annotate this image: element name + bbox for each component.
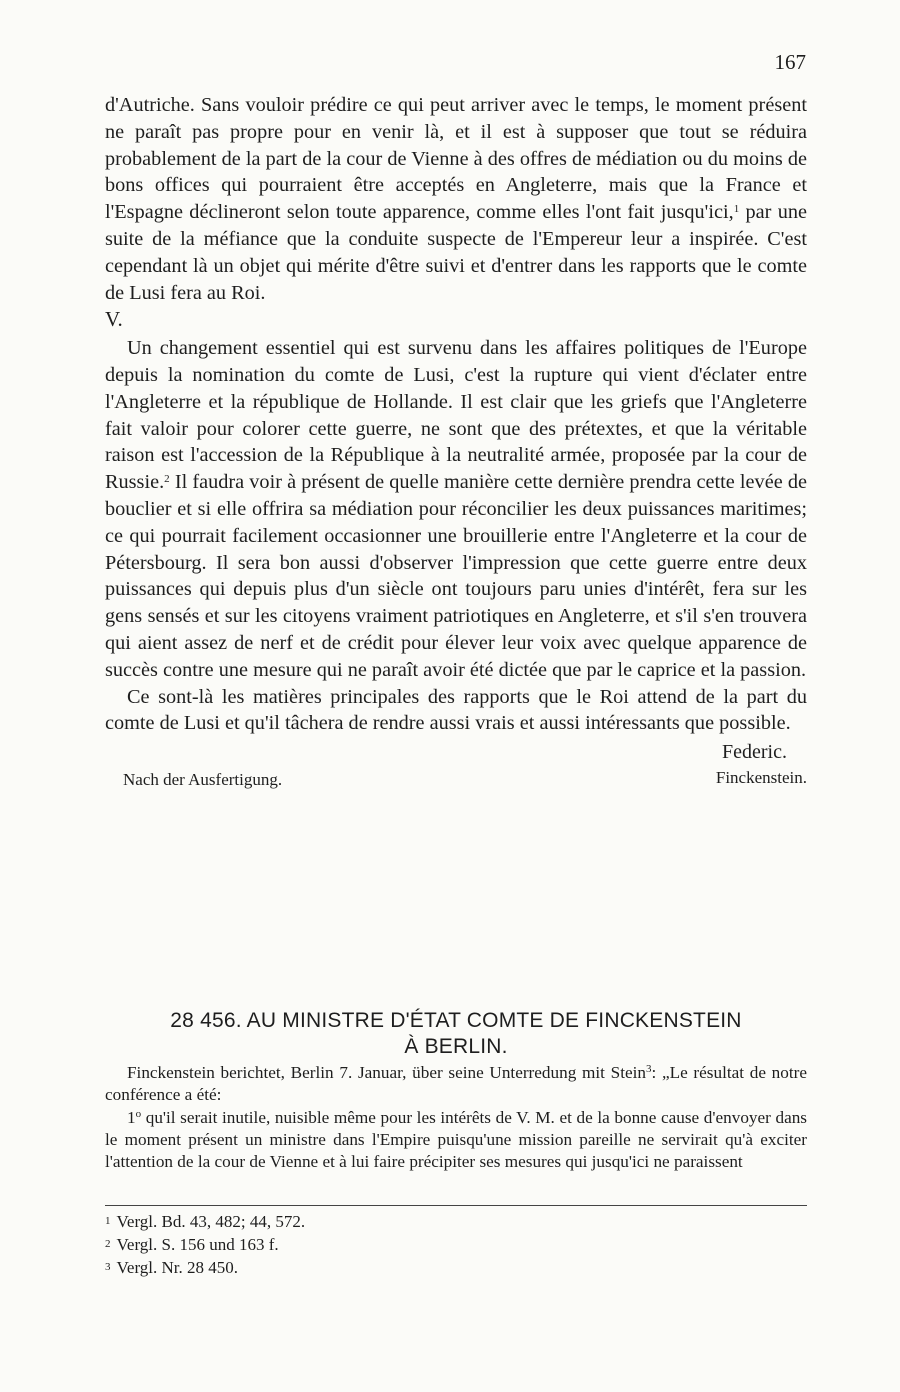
footnotes xyxy=(105,1210,807,1279)
summary-item xyxy=(105,1107,807,1174)
section-numeral: V. xyxy=(105,307,123,332)
footnote-marker: 1 xyxy=(105,1215,111,1227)
document-heading xyxy=(105,1008,807,1060)
footnote-marker: 2 xyxy=(105,1238,111,1250)
summary-text: Finckenstein berichtet, Berlin 7. Januar, über seine Unterredung mit Stein xyxy=(127,1063,646,1082)
footnote xyxy=(105,1233,807,1256)
heading-line-1: 28 456. AU MINISTRE D'ÉTAT COMTE DE FINCKENSTEIN xyxy=(170,1009,742,1032)
summary-text: : „Le résultat de notre conférence a été: xyxy=(105,1063,807,1105)
paragraph-text: par une suite de la méfiance que la conduite suspecte de l'Empereur leur a inspirée. C'est cependant là un objet qui mérite d'être suivi et d'entrer dans les rapports que le comte de Lusi fera au Roi. xyxy=(105,201,807,304)
heading-line-2: À BERLIN. xyxy=(404,1035,508,1058)
footnote xyxy=(105,1210,807,1233)
footnote-text: Vergl. Bd. 43, 482; 44, 572. xyxy=(116,1212,306,1231)
signature-finckenstein: Finckenstein. xyxy=(715,768,807,788)
degree-mark: o xyxy=(135,1107,142,1120)
paragraph-text: d'Autriche. Sans vouloir prédire ce qui peut arriver avec le temps, le moment présent ne paraît pas propre pour en venir là, et il est à supposer que tout se réduira probablement de la part de la cour de Vienne à des offres de médiation ou du moins de bons offices qui pourraient être acceptés en Angleterre, mais que la France et l'Espagne déclineront selon toute apparence, comme elles l'ont fait jusqu'ici, xyxy=(105,94,807,224)
footnote-ref: 3 xyxy=(645,1063,652,1075)
paragraph-text: Un changement essentiel qui est survenu dans les affaires politiques de l'Europe depuis la nomination du comte de Lusi, c'est la rupture qui vient d'éclater entre l'Angleterre et la république de Hollande. Il est clair que les griefs que l'Angleterre fait valoir pour colorer cette guerre, ne sont que des prétextes, et que la véritable raison est l'accession de la République à la neutralité armée, proposée par la cour de Russie. xyxy=(105,337,807,494)
footnote-divider xyxy=(105,1205,807,1206)
footnote xyxy=(105,1256,807,1279)
letter-body xyxy=(105,92,807,795)
footnote-text: Vergl. S. 156 und 163 f. xyxy=(116,1235,279,1254)
footnote-ref: 1 xyxy=(733,203,740,216)
footnote-text: Vergl. Nr. 28 450. xyxy=(116,1258,239,1277)
item-number: 1 xyxy=(127,1107,136,1127)
paragraph-rupture xyxy=(105,335,807,683)
footnote-marker: 3 xyxy=(105,1261,111,1273)
summary-intro xyxy=(105,1062,807,1107)
summary-text: qu'il serait inutile, nuisible même pour les intérêts de V. M. et de la bonne cause d'envoyer dans le moment présent un ministre dans l'Empire puisqu'une mission pareille ne servirait qu'à exciter l'attention de la cour de Vienne et à lui faire précipiter ses mesures qui jusqu'ici ne paraissent xyxy=(105,1107,807,1172)
footnote-ref: 2 xyxy=(164,473,170,486)
paragraph-continuation xyxy=(105,92,807,306)
report-summary xyxy=(105,1062,807,1173)
signature-block xyxy=(105,737,807,795)
signature-federic: Federic. xyxy=(722,741,787,764)
paragraph-conclusion: Ce sont-là les matières principales des rapports que le Roi attend de la part du comte de Lusi et qu'il tâchera de rendre aussi vrais et aussi intéressants que possible. xyxy=(105,685,807,735)
page-number: 167 xyxy=(774,50,806,74)
source-note: Nach der Ausfertigung. xyxy=(123,770,283,790)
paragraph-text: Il faudra voir à présent de quelle manière cette dernière prendra cette levée de bouclier et si elle offrira sa médiation pour réconcilier les deux puissances maritimes; ce qui pourrait facilement occasionner une brouillerie entre l'Angleterre et la cour de Pétersbourg. Il sera bon aussi d'observer l'impression que cette guerre entre deux puissances qui depuis plus d'un siècle ont toujours paru unies d'intérêt, fera sur les gens sensés et sur les citoyens vraiment patriotiques en Angleterre, et s'il s'en trouvera qui aient assez de nerf et de crédit pour élever leur voix avec quelque apparence de succès contre une mesure qui ne paraît avoir été dictée que par le caprice et la passion. xyxy=(105,471,807,681)
